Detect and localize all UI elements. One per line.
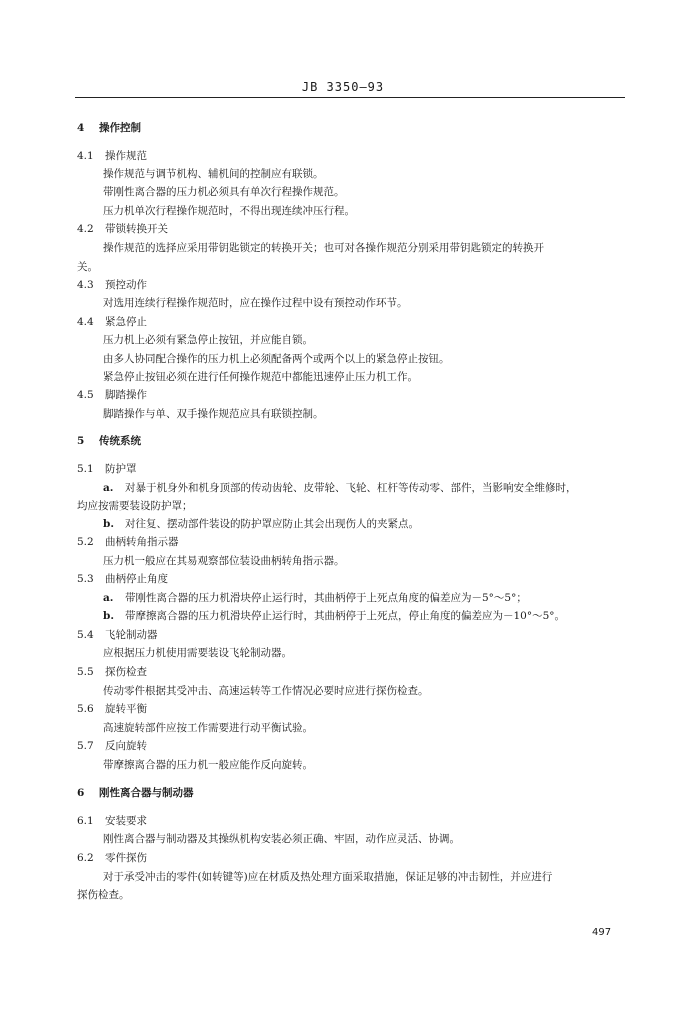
subsection-heading-5-1 [77, 462, 137, 476]
subsection-heading-5-5 [77, 665, 147, 679]
subsection-heading-5-3 [77, 572, 168, 586]
subsection-title: 曲柄转角指示器 [105, 536, 179, 548]
list-text: 带摩擦离合器的压力机滑块停止运行时，其曲柄停于上死点，停止角度的偏差应为－10°～5°。 [125, 610, 566, 622]
subsection-title: 紧急停止 [105, 316, 147, 328]
paragraph: 压力机单次行程操作规范时，不得出现连续冲压行程。 [103, 205, 355, 217]
subsection-heading-4-3 [77, 278, 147, 292]
subsection-heading-4-5 [77, 388, 147, 402]
list-text: 对往复、摆动部件装设的防护罩应防止其会出现伤人的夹紧点。 [125, 518, 419, 530]
paragraph: 脚踏操作与单、双手操作规范应具有联锁控制。 [103, 408, 324, 420]
section-heading-5 [77, 434, 141, 448]
standard-code: JB 3350—93 [301, 80, 385, 94]
paragraph: 压力机一般应在其易观察部位装设曲柄转角指示器。 [103, 555, 345, 567]
subsection-number: 5.3 [77, 573, 94, 585]
subsection-title: 脚踏操作 [105, 389, 147, 401]
subsection-title: 安装要求 [105, 815, 147, 827]
paragraph: 操作规范与调节机构、辅机间的控制应有联锁。 [103, 168, 324, 180]
paragraph-continuation: 探伤检查。 [77, 889, 130, 901]
subsection-heading-6-1 [77, 814, 147, 828]
paragraph-continuation: 均应按需要装设防护罩； [77, 500, 193, 512]
subsection-title: 预控动作 [105, 279, 147, 291]
subsection-title: 操作规范 [105, 150, 147, 162]
paragraph: 由多人协同配合操作的压力机上必须配备两个或两个以上的紧急停止按钮。 [103, 353, 450, 365]
subsection-heading-5-2 [77, 535, 179, 549]
subsection-heading-5-7 [77, 739, 147, 753]
list-text: 带刚性离合器的压力机滑块停止运行时，其曲柄停于上死点角度的偏差应为－5°～5°； [125, 592, 527, 604]
paragraph: 传动零件根据其受冲击、高速运转等工作情况必要时应进行探伤检查。 [103, 685, 429, 697]
list-item [103, 481, 577, 495]
paragraph: 高速旋转部件应按工作需要进行动平衡试验。 [103, 722, 313, 734]
paragraph: 刚性离合器与制动器及其操纵机构安装必须正确、牢固，动作应灵活、协调。 [103, 833, 460, 845]
subsection-number: 4.4 [77, 316, 94, 328]
subsection-heading-4-4 [77, 315, 147, 329]
subsection-number: 5.5 [77, 666, 94, 678]
subsection-heading-4-1 [77, 149, 147, 163]
paragraph: 紧急停止按钮必须在进行任何操作规范中都能迅速停止压力机工作。 [103, 371, 418, 383]
subsection-title: 零件探伤 [105, 852, 147, 864]
subsection-heading-6-2 [77, 851, 147, 865]
paragraph: 带摩擦离合器的压力机一般应能作反向旋转。 [103, 759, 313, 771]
paragraph: 压力机上必须有紧急停止按钮，并应能自锁。 [103, 334, 313, 346]
subsection-number: 6.2 [77, 852, 94, 864]
paragraph: 操作规范的选择应采用带钥匙锁定的转换开关；也可对各操作规范分别采用带钥匙锁定的转换开 [103, 242, 544, 254]
paragraph: 对于承受冲击的零件(如转键等)应在材质及热处理方面采取措施，保证足够的冲击韧性，并应进行 [103, 871, 553, 883]
section-number: 5 [77, 435, 85, 447]
list-item [103, 591, 527, 605]
list-marker: b. [103, 610, 114, 622]
subsection-title: 反向旋转 [105, 740, 147, 752]
subsection-number: 4.1 [77, 150, 94, 162]
header-divider [75, 97, 625, 98]
section-number: 4 [77, 122, 85, 134]
subsection-title: 探伤检查 [105, 666, 147, 678]
subsection-number: 5.4 [77, 629, 94, 641]
list-marker: a. [103, 592, 114, 604]
subsection-heading-5-4 [77, 628, 158, 642]
list-marker: a. [103, 482, 114, 494]
subsection-title: 飞轮制动器 [105, 629, 158, 641]
subsection-number: 5.2 [77, 536, 94, 548]
subsection-heading-4-2 [77, 222, 168, 236]
section-heading-6 [77, 786, 194, 800]
subsection-number: 4.3 [77, 279, 94, 291]
subsection-number: 4.2 [77, 223, 94, 235]
subsection-title: 防护罩 [105, 463, 137, 475]
page-number: 497 [592, 927, 612, 938]
subsection-number: 4.5 [77, 389, 94, 401]
section-title: 操作控制 [99, 122, 141, 134]
list-item [103, 517, 419, 531]
subsection-heading-5-6 [77, 702, 147, 716]
paragraph: 带刚性离合器的压力机必须具有单次行程操作规范。 [103, 186, 345, 198]
paragraph-continuation: 关。 [77, 261, 98, 273]
paragraph: 应根据压力机使用需要装设飞轮制动器。 [103, 647, 292, 659]
subsection-title: 带锁转换开关 [105, 223, 168, 235]
section-heading-4 [77, 121, 141, 135]
subsection-title: 旋转平衡 [105, 703, 147, 715]
subsection-number: 6.1 [77, 815, 94, 827]
section-title: 刚性离合器与制动器 [99, 787, 194, 799]
subsection-title: 曲柄停止角度 [105, 573, 168, 585]
paragraph: 对选用连续行程操作规范时，应在操作过程中设有预控动作环节。 [103, 297, 408, 309]
section-title: 传统系统 [99, 435, 141, 447]
list-marker: b. [103, 518, 114, 530]
subsection-number: 5.6 [77, 703, 94, 715]
section-number: 6 [77, 787, 85, 799]
subsection-number: 5.7 [77, 740, 94, 752]
list-item [103, 609, 565, 623]
subsection-number: 5.1 [77, 463, 94, 475]
list-text: 对暴于机身外和机身顶部的传动齿轮、皮带轮、飞轮、杠杆等传动零、部件，当影响安全维修时， [125, 482, 577, 494]
